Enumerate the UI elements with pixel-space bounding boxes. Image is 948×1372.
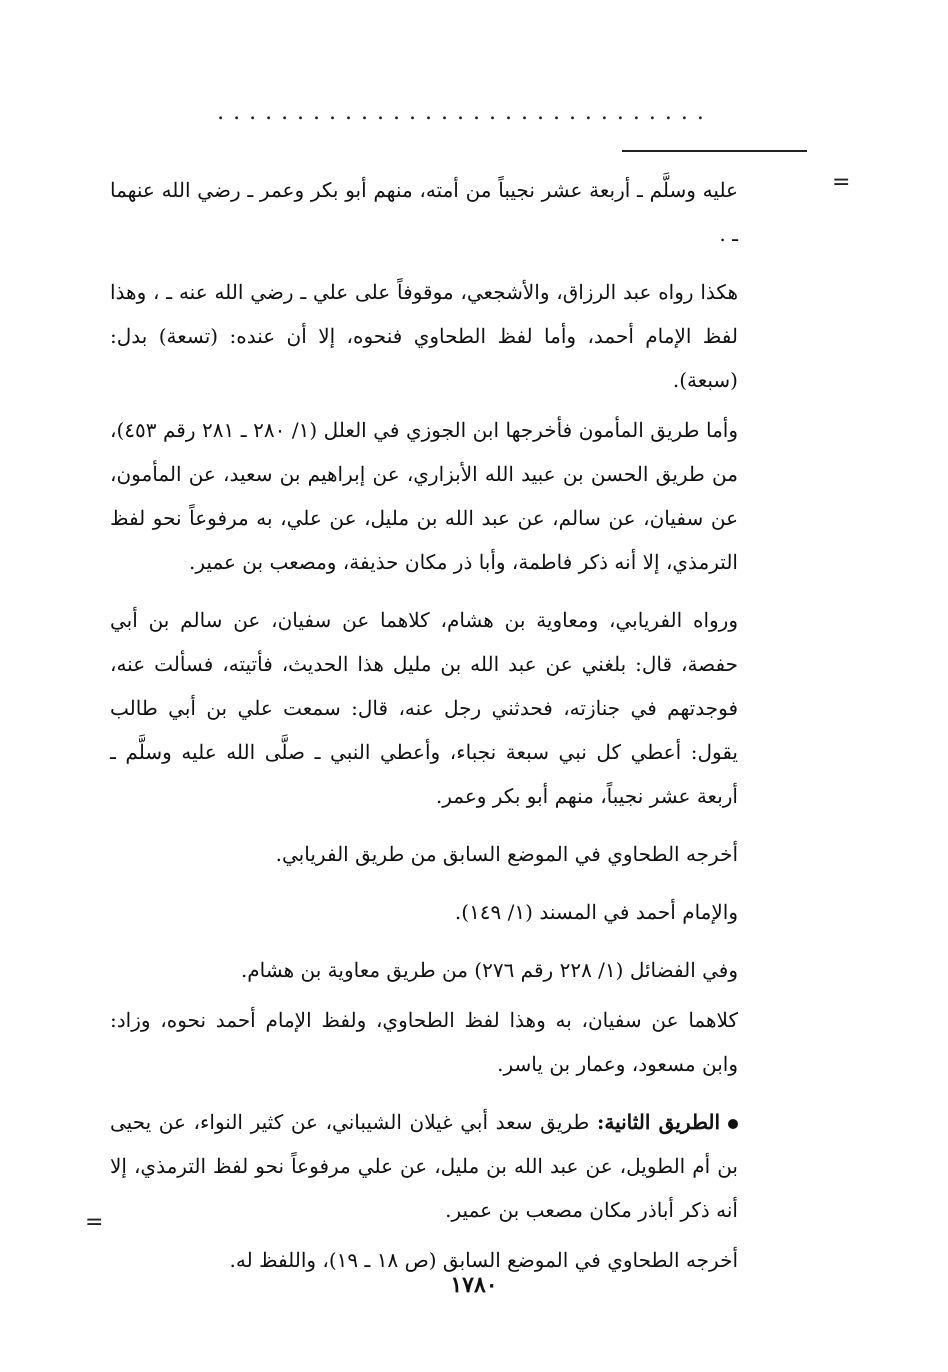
paragraph: كلاهما عن سفيان، به وهذا لفظ الطحاوي، ولفظ الإمام أحمد نحوه، وزاد: وابن مسعود، وعمار بن ياسر.: [110, 1008, 738, 1076]
bullet-icon: [728, 1119, 738, 1129]
dotted-separator: ...............................: [217, 100, 713, 125]
footnote-rule: [622, 150, 807, 152]
paragraph: ورواه الفريابي، ومعاوية بن هشام، كلاهما عن سفيان، عن سالم بن أبي حفصة، قال: بلغني عن عبد الله بن مليل هذا الحديث، فأتيته، فسألت عنه، فوجدتهم في جنازته، فحدثني رجل عنه، قال: سمعت علي بن أبي طالب يقول: أعطي كل نبي سبعة نجباء، وأعطي النبي ـ صلَّى الله عليه وسلَّم ـ أربعة عشر نجيباً، منهم أبو بكر وعمر.: [110, 608, 738, 808]
second-path-paragraph: [110, 1100, 738, 1232]
paragraph: عليه وسلَّم ـ أربعة عشر نجيباً من أمته، منهم أبو بكر وعمر ـ رضي الله عنهما ـ .: [110, 178, 738, 246]
continuation-mark-bottom: =: [85, 1210, 104, 1235]
paragraph: وأما طريق المأمون فأخرجها ابن الجوزي في العلل (١/ ٢٨٠ ـ ٢٨١ رقم ٤٥٣)، من طريق الحسن بن عبيد الله الأبزاري، عن إبراهيم بن سعيد، عن المأمون، عن سفيان، عن سالم، عن عبد الله بن مليل، عن علي، به مرفوعاً نحو لفظ الترمذي، إلا أنه ذكر فاطمة، وأبا ذر مكان حذيفة، ومصعب بن عمير.: [110, 418, 738, 574]
second-path-text: طريق سعد أبي غيلان الشيباني، عن كثير النواء، عن يحيى بن أم الطويل، عن عبد الله بن مليل، عن علي مرفوعاً نحو لفظ الترمذي، إلا أنه ذكر أباذر مكان مصعب بن عمير.: [110, 1110, 738, 1222]
footnote-body: [110, 168, 738, 1288]
page-number: ١٧٨٠: [450, 1272, 498, 1298]
paragraph: أخرجه الطحاوي في الموضع السابق من طريق الفريابي.: [275, 842, 738, 866]
paragraph: وفي الفضائل (١/ ٢٢٨ رقم ٢٧٦) من طريق معاوية بن هشام.: [240, 958, 738, 982]
paragraph: والإمام أحمد في المسند (١/ ١٤٩).: [454, 900, 738, 924]
paragraph: أخرجه الطحاوي في الموضع السابق (ص ١٨ ـ ١٩)، واللفظ له.: [229, 1248, 738, 1272]
second-path-heading: الطريق الثانية:: [596, 1110, 721, 1134]
continuation-mark-top: =: [832, 170, 851, 195]
paragraph: هكذا رواه عبد الرزاق، والأشجعي، موقوفاً على علي ـ رضي الله عنه ـ ، وهذا لفظ الإمام أحمد، وأما لفظ الطحاوي فنحوه، إلا أن عنده: (تسعة) بدل: (سبعة).: [110, 280, 738, 392]
